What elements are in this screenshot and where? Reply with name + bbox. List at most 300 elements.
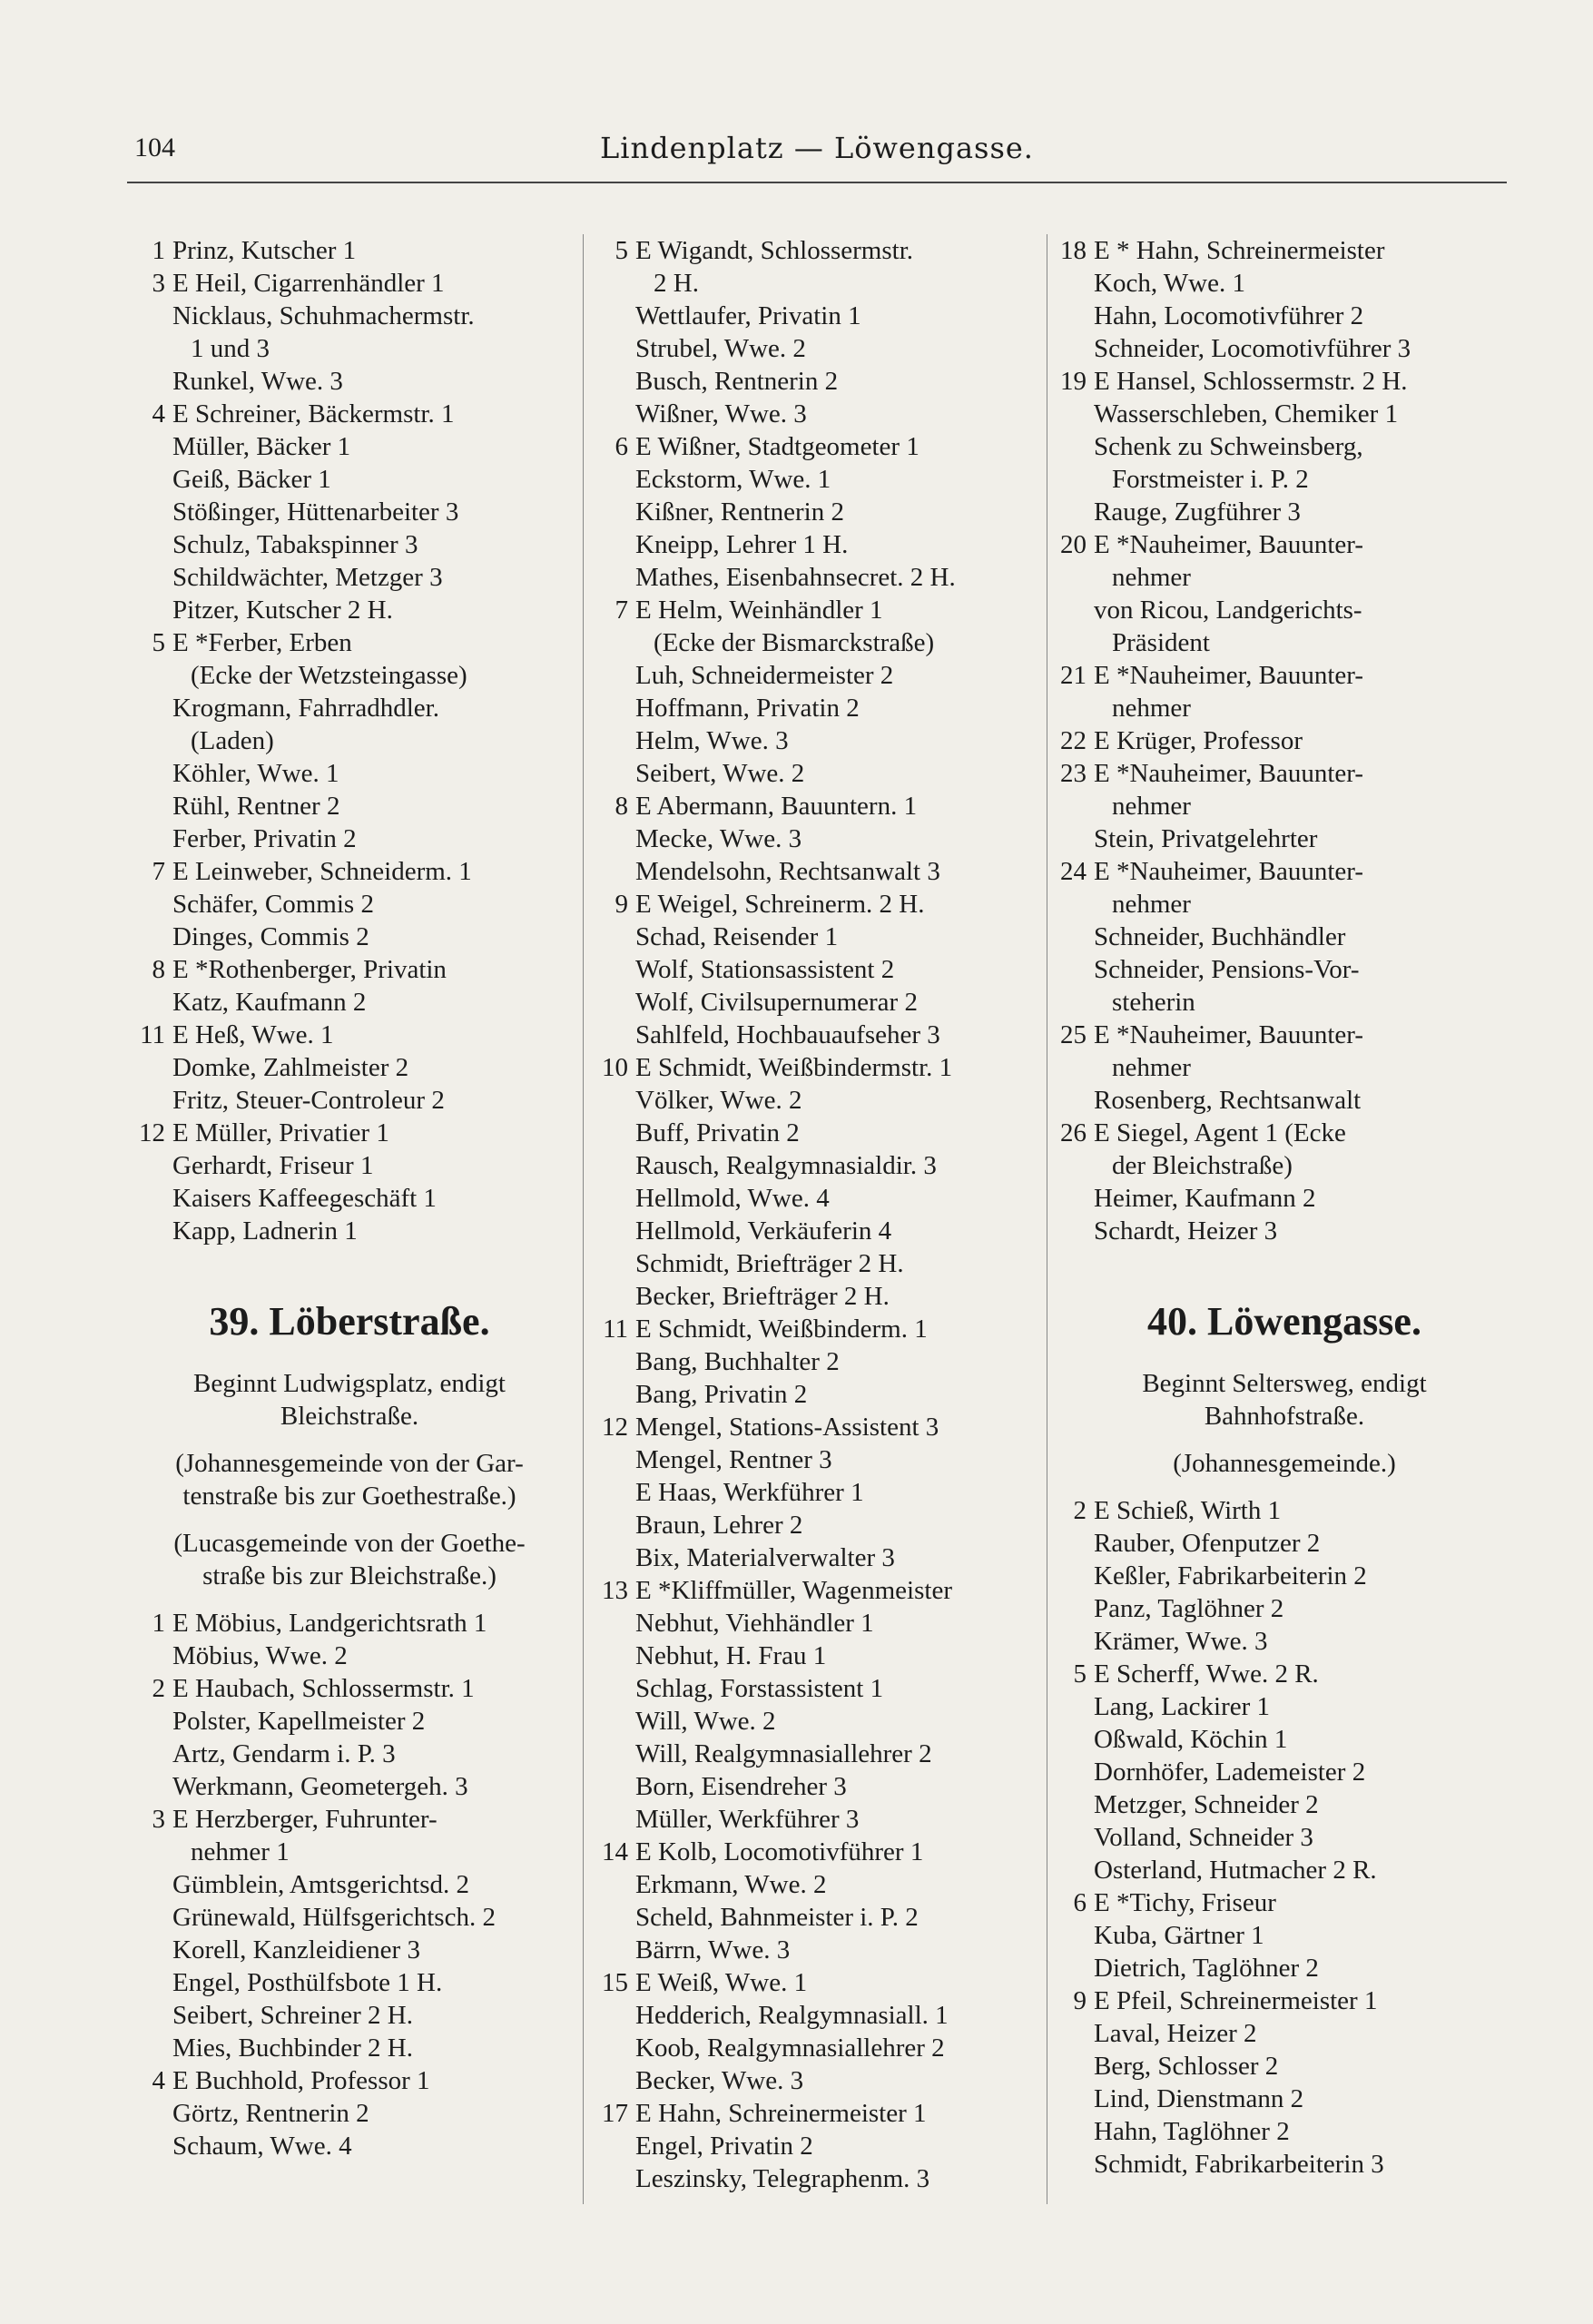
directory-entry <box>1057 1756 1511 1788</box>
resident-text: Schneider, Pensions-Vor- <box>1094 955 1360 984</box>
resident-text: E Schieß, Wirth 1 <box>1094 1496 1282 1525</box>
resident-text: Kuba, Gärtner 1 <box>1094 1921 1264 1950</box>
resident-text: E *Kliffmüller, Wagenmeister <box>635 1576 952 1605</box>
house-number <box>599 1378 635 1411</box>
directory-entry <box>599 528 1044 561</box>
house-number: 23 <box>1060 759 1087 788</box>
resident-text: E Wigandt, Schlossermstr. <box>635 236 914 265</box>
house-number: 20 <box>1060 530 1087 559</box>
resident-text: Mendelsohn, Rechtsanwalt 3 <box>635 857 940 886</box>
section-description: (Johannesgemeinde.) <box>1173 1449 1396 1478</box>
house-number <box>1057 1215 1094 1247</box>
house-number: 2 <box>152 1674 165 1703</box>
house-number <box>1057 1690 1094 1723</box>
directory-entry <box>599 953 1044 986</box>
resident-text: Prinz, Kutscher 1 <box>172 236 357 265</box>
directory-entry <box>1057 2017 1511 2050</box>
house-number <box>136 365 172 398</box>
resident-text: Kaisers Kaffeegeschäft 1 <box>172 1184 437 1213</box>
house-number: 7 <box>615 596 628 625</box>
house-number: 3 <box>152 269 165 298</box>
resident-text: E Weigel, Schreinerm. 2 H. <box>635 890 925 919</box>
house-number <box>136 463 172 496</box>
house-number: 5 <box>152 628 165 657</box>
resident-text: Lind, Dienstmann 2 <box>1094 2084 1304 2113</box>
resident-text: E Haas, Werkführer 1 <box>635 1478 864 1507</box>
house-number <box>599 463 635 496</box>
directory-entry <box>599 1836 1044 1868</box>
resident-text: von Ricou, Landgerichts- <box>1094 596 1362 625</box>
house-number: 18 <box>1060 236 1087 265</box>
page-header <box>127 127 1507 183</box>
resident-text: Nicklaus, Schuhmachermstr. <box>172 301 475 330</box>
directory-entry <box>599 1117 1044 1149</box>
house-number <box>1057 822 1094 855</box>
resident-text: Bärrn, Wwe. 3 <box>635 1935 791 1965</box>
directory-entry <box>599 1019 1044 1051</box>
directory-entry <box>136 528 563 561</box>
house-number <box>599 692 635 724</box>
resident-text: Hellmold, Verkäuferin 4 <box>635 1216 892 1246</box>
directory-entry <box>599 2064 1044 2097</box>
directory-entry <box>1057 626 1511 659</box>
resident-text: E Leinweber, Schneiderm. 1 <box>172 857 472 886</box>
house-number: 1 <box>152 1609 165 1638</box>
house-number <box>136 1215 172 1247</box>
house-number <box>1057 921 1094 953</box>
section-description: Beginnt Seltersweg, endigt <box>1142 1369 1427 1398</box>
resident-text: Hedderich, Realgymnasiall. 1 <box>635 2001 949 2030</box>
house-number <box>599 528 635 561</box>
house-number <box>599 398 635 430</box>
house-number: 7 <box>152 857 165 886</box>
section-description: (Johannesgemeinde von der Gar- <box>175 1449 524 1478</box>
house-number <box>599 267 635 300</box>
directory-entry <box>1057 1952 1511 1984</box>
house-number <box>599 332 635 365</box>
column-1 <box>136 234 563 2162</box>
house-number <box>136 822 172 855</box>
house-number <box>1057 2083 1094 2115</box>
resident-text: Mathes, Eisenbahnsecret. 2 H. <box>635 563 956 592</box>
resident-text: Hahn, Locomotivführer 2 <box>1094 301 1364 330</box>
resident-text: nehmer <box>1112 1053 1191 1082</box>
house-number <box>1057 1592 1094 1625</box>
resident-text: Schad, Reisender 1 <box>635 922 839 951</box>
house-number <box>1057 300 1094 332</box>
resident-text: Busch, Rentnerin 2 <box>635 367 839 396</box>
house-number <box>1057 790 1094 822</box>
house-number <box>599 2032 635 2064</box>
resident-text: Leszinsky, Telegraphenm. 3 <box>635 2164 930 2193</box>
resident-text: Schenk zu Schweinsberg, <box>1094 432 1363 461</box>
resident-text: Krämer, Wwe. 3 <box>1094 1627 1268 1656</box>
directory-entry <box>136 332 563 365</box>
directory-entry <box>136 430 563 463</box>
house-number <box>136 1836 172 1868</box>
house-number <box>136 594 172 626</box>
house-number: 9 <box>615 890 628 919</box>
resident-text: Wolf, Civilsupernumerar 2 <box>635 988 918 1017</box>
house-number <box>599 1640 635 1672</box>
house-number <box>1057 1723 1094 1756</box>
resident-text: Dornhöfer, Lademeister 2 <box>1094 1758 1366 1787</box>
resident-text: Hellmold, Wwe. 4 <box>635 1184 830 1213</box>
house-number <box>1057 1788 1094 1821</box>
directory-entry <box>136 790 563 822</box>
house-number: 13 <box>602 1576 628 1605</box>
house-number: 5 <box>615 236 628 265</box>
house-number <box>1057 1527 1094 1560</box>
resident-text: Wißner, Wwe. 3 <box>635 399 807 428</box>
directory-entry <box>1057 1182 1511 1215</box>
house-number <box>599 1280 635 1313</box>
resident-text: 2 H. <box>654 269 699 298</box>
directory-entry <box>1057 692 1511 724</box>
directory-entry <box>1057 790 1511 822</box>
house-number <box>599 921 635 953</box>
directory-entry <box>136 1149 563 1182</box>
resident-text: Berg, Schlosser 2 <box>1094 2052 1279 2081</box>
house-number <box>599 1345 635 1378</box>
directory-entry <box>599 1803 1044 1836</box>
directory-entry <box>136 986 563 1019</box>
resident-text: Becker, Briefträger 2 H. <box>635 1282 890 1311</box>
resident-text: E Heil, Cigarrenhändler 1 <box>172 269 445 298</box>
resident-text: E Buchhold, Professor 1 <box>172 2066 430 2095</box>
section-description: tenstraße bis zur Goethestraße.) <box>182 1482 516 1511</box>
directory-entry <box>599 1901 1044 1934</box>
house-number <box>1057 953 1094 986</box>
resident-text: E Hahn, Schreinermeister 1 <box>635 2099 927 2128</box>
resident-text: Rausch, Realgymnasialdir. 3 <box>635 1151 937 1180</box>
directory-entry <box>1057 1821 1511 1854</box>
house-number <box>1057 986 1094 1019</box>
resident-text: Koch, Wwe. 1 <box>1094 269 1245 298</box>
resident-text: E * Hahn, Schreinermeister <box>1094 236 1385 265</box>
resident-text: Korell, Kanzleidiener 3 <box>172 1935 420 1965</box>
house-number <box>599 1019 635 1051</box>
house-number <box>1057 888 1094 921</box>
house-number <box>599 1476 635 1509</box>
directory-entry <box>136 1901 563 1934</box>
section-spacer <box>1057 1480 1511 1494</box>
house-number <box>599 757 635 790</box>
directory-entry <box>136 757 563 790</box>
resident-text: Strubel, Wwe. 2 <box>635 334 806 363</box>
resident-text: Görtz, Rentnerin 2 <box>172 2099 369 2128</box>
directory-entry <box>136 2130 563 2162</box>
resident-text: Sahlfeld, Hochbauaufseher 3 <box>635 1020 940 1049</box>
house-number <box>136 300 172 332</box>
resident-text: E Weiß, Wwe. 1 <box>635 1968 808 1997</box>
directory-entry <box>136 1934 563 1966</box>
directory-entry <box>1057 953 1511 986</box>
resident-text: Katz, Kaufmann 2 <box>172 988 367 1017</box>
directory-entry <box>1057 2115 1511 2148</box>
directory-entry <box>136 822 563 855</box>
directory-entry <box>1057 1788 1511 1821</box>
house-number <box>136 1640 172 1672</box>
resident-text: E *Tichy, Friseur <box>1094 1888 1276 1917</box>
house-number <box>1057 1149 1094 1182</box>
house-number: 15 <box>602 1968 628 1997</box>
resident-text: Grünewald, Hülfsgerichtsch. 2 <box>172 1903 496 1932</box>
directory-entry <box>599 822 1044 855</box>
directory-entry <box>1057 2050 1511 2083</box>
house-number <box>136 790 172 822</box>
directory-entry <box>1057 1658 1511 1690</box>
resident-text: Gerhardt, Friseur 1 <box>172 1151 374 1180</box>
house-number: 4 <box>152 399 165 428</box>
directory-entry <box>136 1966 563 1999</box>
resident-text: nehmer <box>1112 890 1191 919</box>
directory-entry <box>1057 496 1511 528</box>
house-number <box>1057 2148 1094 2181</box>
house-number <box>136 528 172 561</box>
house-number <box>136 1901 172 1934</box>
directory-entry <box>1057 1690 1511 1723</box>
section-spacer <box>136 1512 563 1527</box>
directory-entry <box>1057 1723 1511 1756</box>
house-number: 19 <box>1060 367 1087 396</box>
directory-entry <box>599 1574 1044 1607</box>
resident-text: Rauge, Zugführer 3 <box>1094 497 1301 527</box>
house-number <box>599 1215 635 1247</box>
directory-entry <box>136 1999 563 2032</box>
directory-entry <box>599 561 1044 594</box>
directory-entry <box>599 1084 1044 1117</box>
directory-entry <box>599 1378 1044 1411</box>
resident-text: Rosenberg, Rechtsanwalt <box>1094 1086 1362 1115</box>
resident-text: Scheld, Bahnmeister i. P. 2 <box>635 1903 919 1932</box>
directory-entry <box>1057 528 1511 561</box>
house-number <box>599 822 635 855</box>
resident-text: E *Nauheimer, Bauunter- <box>1094 1020 1364 1049</box>
section-description: straße bis zur Bleichstraße.) <box>202 1561 497 1590</box>
directory-entry <box>136 888 563 921</box>
resident-text: Völker, Wwe. 2 <box>635 1086 802 1115</box>
directory-entry <box>1057 430 1511 463</box>
resident-text: Mecke, Wwe. 3 <box>635 824 802 853</box>
resident-text: Schildwächter, Metzger 3 <box>172 563 443 592</box>
directory-entry <box>136 724 563 757</box>
directory-entry <box>599 2097 1044 2130</box>
directory-entry <box>599 398 1044 430</box>
resident-text: Nebhut, Viehhändler 1 <box>635 1609 874 1638</box>
house-number <box>136 724 172 757</box>
house-number: 9 <box>1073 1986 1087 2015</box>
directory-entry <box>599 2130 1044 2162</box>
house-number <box>599 1084 635 1117</box>
resident-text: Bang, Buchhalter 2 <box>635 1347 840 1376</box>
resident-text: nehmer <box>1112 563 1191 592</box>
directory-entry <box>599 888 1044 921</box>
resident-text: Buff, Privatin 2 <box>635 1118 800 1147</box>
directory-entry <box>136 1019 563 1051</box>
house-number: 5 <box>1073 1659 1087 1689</box>
directory-entry <box>599 659 1044 692</box>
resident-text: Seibert, Wwe. 2 <box>635 759 805 788</box>
resident-text: Schäfer, Commis 2 <box>172 890 374 919</box>
resident-text: Runkel, Wwe. 3 <box>172 367 343 396</box>
house-number: 21 <box>1060 661 1087 690</box>
directory-entry <box>136 2032 563 2064</box>
resident-text: E *Nauheimer, Bauunter- <box>1094 857 1364 886</box>
house-number <box>136 1182 172 1215</box>
directory-entry <box>1057 1984 1511 2017</box>
directory-entry <box>599 1149 1044 1182</box>
house-number <box>1057 2115 1094 2148</box>
column-2 <box>599 234 1044 2195</box>
resident-text: Bang, Privatin 2 <box>635 1380 808 1409</box>
directory-entry <box>1057 463 1511 496</box>
resident-text: Keßler, Fabrikarbeiterin 2 <box>1094 1561 1367 1590</box>
resident-text: Engel, Privatin 2 <box>635 2132 813 2161</box>
house-number <box>599 300 635 332</box>
resident-text: Mies, Buchbinder 2 H. <box>172 2034 413 2063</box>
resident-text: E Schmidt, Weißbinderm. 1 <box>635 1315 928 1344</box>
directory-entry <box>1057 2083 1511 2115</box>
directory-entry <box>1057 1149 1511 1182</box>
house-number <box>599 953 635 986</box>
house-number <box>1057 1182 1094 1215</box>
directory-entry <box>1057 888 1511 921</box>
directory-entry <box>599 1738 1044 1770</box>
directory-entry <box>136 626 563 659</box>
resident-text: Hoffmann, Privatin 2 <box>635 694 860 723</box>
directory-entry <box>1057 594 1511 626</box>
directory-entry <box>599 1476 1044 1509</box>
house-number <box>1057 1821 1094 1854</box>
section-description: Bleichstraße. <box>280 1402 419 1431</box>
house-number: 12 <box>139 1118 165 1147</box>
house-number <box>599 2064 635 2097</box>
house-number <box>1057 430 1094 463</box>
directory-entry <box>599 1411 1044 1443</box>
house-number <box>136 1999 172 2032</box>
directory-entry <box>1057 659 1511 692</box>
resident-text: Mengel, Rentner 3 <box>635 1445 832 1474</box>
house-number: 25 <box>1060 1020 1087 1049</box>
directory-entry <box>136 1705 563 1738</box>
house-number <box>1057 2017 1094 2050</box>
resident-text: E Wißner, Stadtgeometer 1 <box>635 432 919 461</box>
directory-entry <box>1057 1919 1511 1952</box>
resident-text: Seibert, Schreiner 2 H. <box>172 2001 413 2030</box>
directory-entry <box>1057 1625 1511 1658</box>
house-number <box>136 1149 172 1182</box>
resident-text: E Schreiner, Bäckermstr. 1 <box>172 399 455 428</box>
directory-entry <box>599 2162 1044 2195</box>
directory-entry <box>599 1934 1044 1966</box>
directory-entry <box>1057 1494 1511 1527</box>
house-number <box>599 1705 635 1738</box>
directory-entry <box>599 300 1044 332</box>
resident-text: Möbius, Wwe. 2 <box>172 1641 348 1670</box>
resident-text: E *Nauheimer, Bauunter- <box>1094 530 1364 559</box>
house-number <box>599 1182 635 1215</box>
section-description: (Lucasgemeinde von der Goethe- <box>173 1529 526 1558</box>
house-number <box>599 2130 635 2162</box>
house-number <box>136 2130 172 2162</box>
resident-text: Domke, Zahlmeister 2 <box>172 1053 409 1082</box>
house-number <box>599 1803 635 1836</box>
resident-text: E Schmidt, Weißbindermstr. 1 <box>635 1053 953 1082</box>
directory-entry <box>136 1182 563 1215</box>
house-number: 3 <box>152 1805 165 1834</box>
directory-entry <box>136 1672 563 1705</box>
directory-entry <box>599 1640 1044 1672</box>
directory-entry <box>136 1836 563 1868</box>
house-number: 10 <box>602 1053 628 1082</box>
house-number <box>136 2032 172 2064</box>
directory-entry <box>136 659 563 692</box>
directory-entry <box>599 2032 1044 2064</box>
directory-entry <box>1057 1051 1511 1084</box>
resident-text: Koob, Realgymnasiallehrer 2 <box>635 2034 945 2063</box>
directory-entry <box>599 365 1044 398</box>
resident-text: Werkmann, Geometergeh. 3 <box>172 1772 468 1801</box>
directory-entry <box>136 365 563 398</box>
directory-entry <box>1057 1084 1511 1117</box>
resident-text: Born, Eisendreher 3 <box>635 1772 847 1801</box>
house-number: 24 <box>1060 857 1087 886</box>
resident-text: Luh, Schneidermeister 2 <box>635 661 894 690</box>
house-number: 26 <box>1060 1118 1087 1147</box>
house-number <box>1057 1560 1094 1592</box>
resident-text: E Krüger, Professor <box>1094 726 1303 755</box>
column-divider <box>583 234 584 2204</box>
directory-entry <box>599 1607 1044 1640</box>
resident-text: nehmer <box>1112 792 1191 821</box>
directory-entry <box>136 398 563 430</box>
resident-text: Osterland, Hutmacher 2 R. <box>1094 1856 1377 1885</box>
house-number: 8 <box>615 792 628 821</box>
resident-text: Mengel, Stations-Assistent 3 <box>635 1413 939 1442</box>
directory-entry <box>599 1182 1044 1215</box>
section-title: 39. Löberstraße. <box>209 1299 490 1344</box>
directory-entry <box>599 1345 1044 1378</box>
directory-entry <box>599 1705 1044 1738</box>
house-number <box>599 2162 635 2195</box>
section-description: Beginnt Ludwigsplatz, endigt <box>193 1369 506 1398</box>
house-number <box>136 430 172 463</box>
house-number <box>1057 1084 1094 1117</box>
house-number <box>136 888 172 921</box>
resident-text: Polster, Kapellmeister 2 <box>172 1707 426 1736</box>
house-number <box>599 365 635 398</box>
house-number: 11 <box>603 1315 628 1344</box>
directory-entry <box>599 1215 1044 1247</box>
resident-text: E Siegel, Agent 1 (Ecke <box>1094 1118 1346 1147</box>
resident-text: Schmidt, Briefträger 2 H. <box>635 1249 904 1278</box>
resident-text: E *Ferber, Erben <box>172 628 352 657</box>
directory-entry <box>599 594 1044 626</box>
directory-entry <box>136 267 563 300</box>
house-number <box>599 1117 635 1149</box>
resident-text: Erkmann, Wwe. 2 <box>635 1870 827 1899</box>
directory-entry <box>136 1051 563 1084</box>
directory-entry <box>136 463 563 496</box>
resident-text: Engel, Posthülfsbote 1 H. <box>172 1968 443 1997</box>
directory-entry <box>1057 1886 1511 1919</box>
directory-entry <box>1057 332 1511 365</box>
house-number: 1 <box>152 236 165 265</box>
resident-text: Hahn, Taglöhner 2 <box>1094 2117 1290 2146</box>
resident-text: Artz, Gendarm i. P. 3 <box>172 1739 396 1768</box>
directory-entry <box>599 1999 1044 2032</box>
